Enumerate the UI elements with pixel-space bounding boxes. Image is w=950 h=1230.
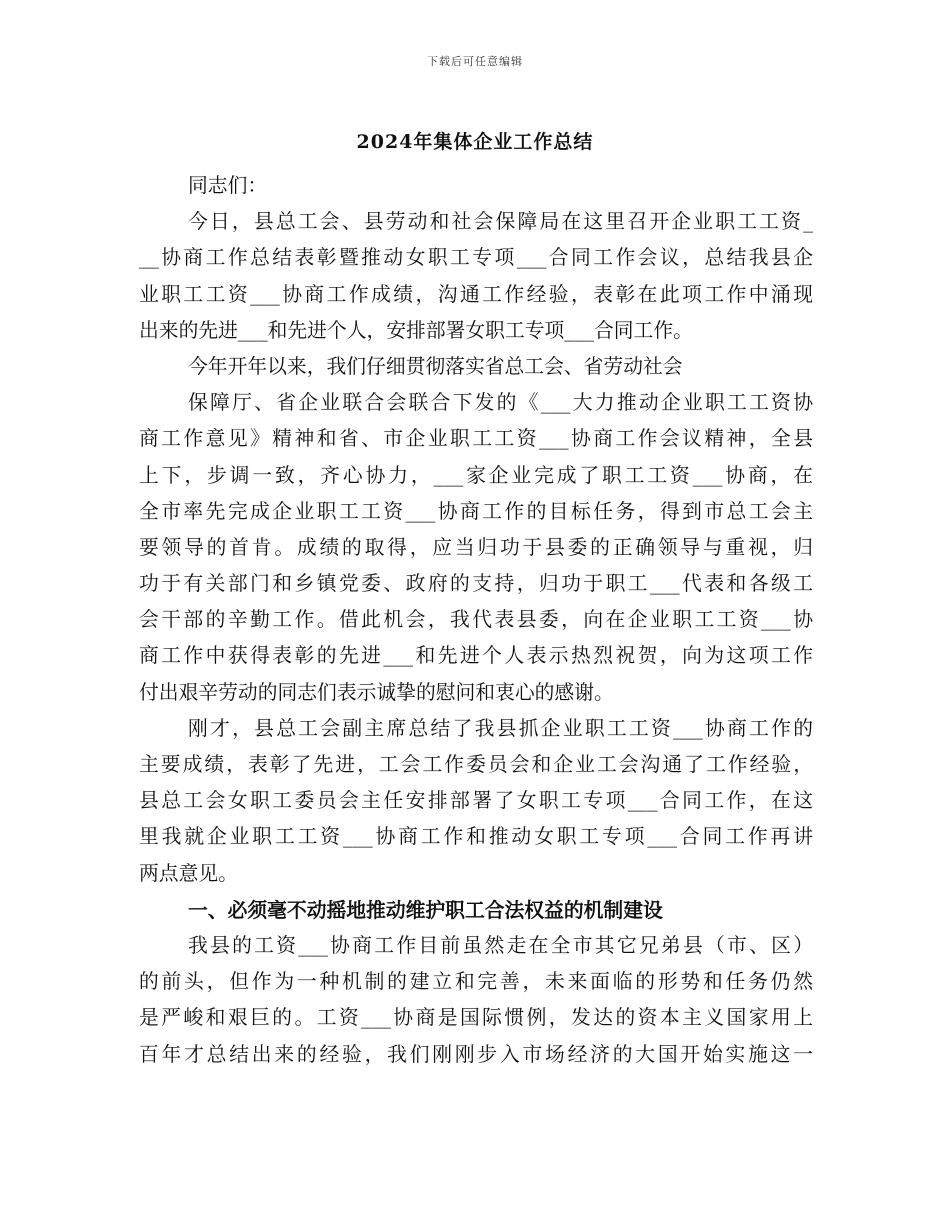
paragraph-3-line: 保障厅、省企业联合会联合下发的《___大力推动企业职工工资协 <box>188 391 813 415</box>
paragraph-4-line: 县总工会女职工委员会主任安排部署了女职工专项___合同工作，在这 <box>139 789 813 813</box>
paragraph-3-line: 商工作意见》精神和省、市企业职工工资___协商工作会议精神，全县 <box>139 427 813 451</box>
paragraph-3-line: 要领导的首肯。成绩的取得，应当归功于县委的正确领导与重视，归 <box>139 535 813 559</box>
header-note: 下载后可任意编辑 <box>427 55 523 68</box>
section-heading: 一、必须毫不动摇地推动维护职工合法权益的机制建设 <box>188 897 663 922</box>
paragraph-3-line: 商工作中获得表彰的先进___和先进个人表示热烈祝贺，向为这项工作 <box>139 644 813 668</box>
paragraph-4-line: 里我就企业职工工资___协商工作和推动女职工专项___合同工作再讲 <box>139 825 813 849</box>
paragraph-5-line: 的前头，但作为一种机制的建立和完善，未来面临的形势和任务仍然 <box>139 970 813 994</box>
paragraph-3-line: 功于有关部门和乡镇党委、政府的支持，归功于职工___代表和各级工 <box>139 572 813 596</box>
paragraph-3-line: 会干部的辛勤工作。借此机会，我代表县委，向在企业职工工资___协 <box>139 608 813 632</box>
paragraph-4-line: 刚才，县总工会副主席总结了我县抓企业职工工资___协商工作的 <box>188 716 813 740</box>
greeting-line: 同志们： <box>188 174 268 197</box>
paragraph-5-line: 是严峻和艰巨的。工资___协商是国际惯例，发达的资本主义国家用上 <box>139 1006 813 1030</box>
paragraph-2-line: 今年开年以来，我们仔细贯彻落实省总工会、省劳动社会 <box>188 354 683 378</box>
paragraph-4-line: 主要成绩，表彰了先进，工会工作委员会和企业工会沟通了工作经验， <box>139 753 813 776</box>
paragraph-1-line: 出来的先进___和先进个人，安排部署女职工专项___合同工作。 <box>139 318 693 342</box>
document-body <box>139 168 813 1073</box>
paragraph-3-line: 全市率先完成企业职工工资___协商工作的目标任务，得到市总工会主 <box>139 499 813 523</box>
paragraph-5-line: 百年才总结出来的经验，我们刚刚步入市场经济的大国开始实施这一 <box>139 1042 813 1066</box>
paragraph-1-line: 今日，县总工会、县劳动和社会保障局在这里召开企业职工工资_ <box>188 210 813 234</box>
paragraph-1-line: __协商工作总结表彰暨推动女职工专项___合同工作会议，总结我县企 <box>139 246 813 270</box>
document-title: 2024年集体企业工作总结 <box>356 131 594 153</box>
paragraph-1-line: 业职工工资___协商工作成绩，沟通工作经验，表彰在此项工作中涌现 <box>139 282 813 306</box>
paragraph-4-line: 两点意见。 <box>139 861 238 885</box>
paragraph-3-line: 付出艰辛劳动的同志们表示诚挚的慰问和衷心的感谢。 <box>139 680 614 704</box>
paragraph-3-line: 上下，步调一致，齐心协力，___家企业完成了职工工资___协商，在 <box>139 463 813 487</box>
paragraph-5-line: 我县的工资___协商工作目前虽然走在全市其它兄弟县（市、区） <box>188 933 813 957</box>
